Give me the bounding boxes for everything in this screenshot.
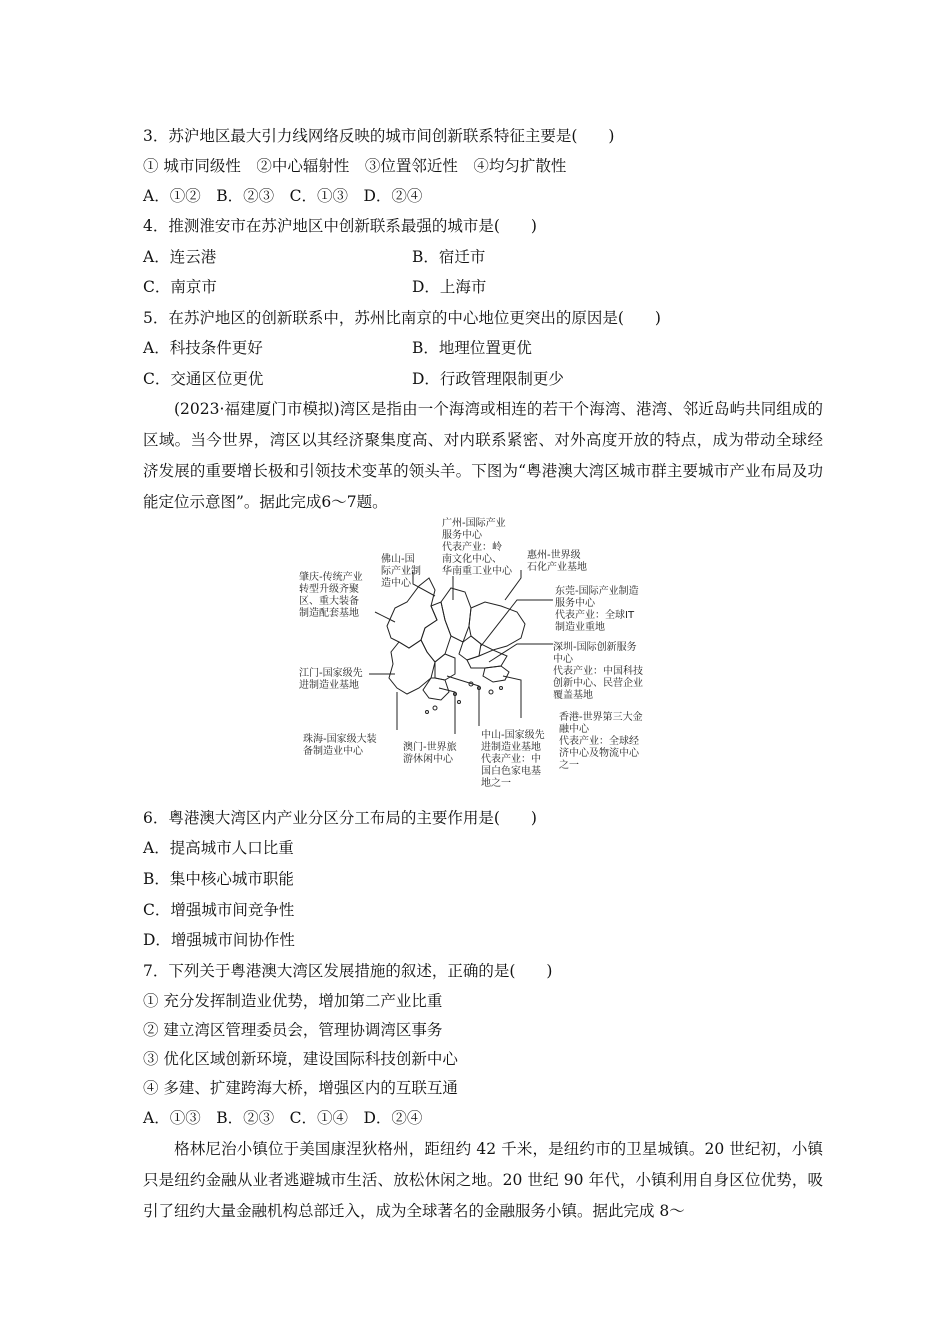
bay-area-map-figure xyxy=(295,516,655,798)
map-label-shenzhen: 深圳-国际创新服务 中心 代表产业：中国科技 创新中心、民营企业 覆盖基地 xyxy=(553,642,643,701)
map-label-huizhou: 惠州-世界级 石化产业基地 xyxy=(527,550,587,573)
q5-option-a: A．科技条件更好 xyxy=(143,339,263,357)
jiangmen-region xyxy=(389,640,435,694)
map-label-zhongshan: 中山-国家级先 进制造业基地 代表产业：中 国白色家电基 地之一 xyxy=(481,730,545,789)
q3-stem: 3．苏沪地区最大引力线网络反映的城市间创新联系特征主要是( ) xyxy=(143,127,615,145)
passage-bay-area xyxy=(143,394,823,518)
map-label-guangzhou: 广州-国际产业 服务中心 代表产业：岭 南文化中心、 华南重工业中心 xyxy=(442,518,512,577)
q4-option-c: C．南京市 xyxy=(143,278,217,296)
q6-option-d: D．增强城市间协作性 xyxy=(143,931,295,949)
q4-stem: 4．推测淮安市在苏沪地区中创新联系最强的城市是( ) xyxy=(143,217,537,235)
passage-bay-area-text: (2023·福建厦门市模拟)湾区是指由一个海湾或相连的若干个海湾、港湾、邻近岛屿共同组成的区域。当今世界，湾区以其经济聚集度高、对内联系紧密、对外高度开放的特点，成为带动全球经济发展的重要增长极和引领技术变革的领头羊。下图为“粤港澳大湾区城市群主要城市产业布局及功能定位示意图”。据此完成6～7题。 xyxy=(143,400,823,511)
hongkong-region xyxy=(483,666,509,682)
q7-item-3: ③ 优化区域创新环境，建设国际科技创新中心 xyxy=(143,1050,458,1068)
q7-item-2: ② 建立湾区管理委员会，管理协调湾区事务 xyxy=(143,1021,443,1039)
passage-greenwich xyxy=(143,1134,823,1227)
q5-option-c: C．交通区位更优 xyxy=(143,370,264,388)
q6-option-b: B．集中核心城市职能 xyxy=(143,870,294,888)
map-label-macau: 澳门-世界旅 游休闲中心 xyxy=(403,742,457,765)
map-label-zhuhai: 珠海-国家级大装 备制造业中心 xyxy=(303,734,377,757)
q5-option-d: D．行政管理限制更少 xyxy=(412,370,564,388)
q7-item-4: ④ 多建、扩建跨海大桥，增强区内的互联互通 xyxy=(143,1079,458,1097)
q7-stem: 7．下列关于粤港澳大湾区发展措施的叙述，正确的是( ) xyxy=(143,962,553,980)
map-label-dongguan: 东莞-国际产业制造 服务中心 代表产业：全球IT 制造业重地 xyxy=(555,586,639,633)
map-label-foshan: 佛山-国 际产业制 造中心 xyxy=(381,554,421,589)
q6-option-c: C．增强城市间竞争性 xyxy=(143,901,295,919)
q4-option-d: D．上海市 xyxy=(412,278,487,296)
map-label-zhaoqing: 肇庆-传统产业 转型升级齐聚 区、重大装备 制造配套基地 xyxy=(299,572,363,619)
q3-items: ① 城市同级性 ②中心辐射性 ③位置邻近性 ④均匀扩散性 xyxy=(143,157,567,175)
q5-option-b: B．地理位置更优 xyxy=(412,339,532,357)
q6-stem: 6．粤港澳大湾区内产业分区分工布局的主要作用是( ) xyxy=(143,809,537,827)
map-label-jiangmen: 江门-国家级先 进制造业基地 xyxy=(299,668,363,691)
foshan-region xyxy=(421,602,451,662)
shenzhen-region xyxy=(467,650,507,668)
passage-greenwich-text: 格林尼治小镇位于美国康涅狄格州，距纽约 42 千米，是纽约市的卫星城镇。20 世纪初，小镇只是纽约金融从业者逃避城市生活、放松休闲之地。20 世纪 90 年代，小镇利用自身区位优势，吸引了纽约大量金融机构总部迁入，成为全球著名的金融服务小镇。据此完成 8～ xyxy=(143,1140,823,1220)
zhongshan-region xyxy=(435,654,455,680)
q6-option-a: A．提高城市人口比重 xyxy=(143,839,294,857)
q4-option-b: B．宿迁市 xyxy=(412,248,486,266)
q7-options: A．①③ B．②③ C．①④ D．②④ xyxy=(143,1109,423,1127)
q4-option-a: A．连云港 xyxy=(143,248,217,266)
q7-item-1: ① 充分发挥制造业优势，增加第二产业比重 xyxy=(143,992,443,1010)
guangzhou-region xyxy=(441,588,471,642)
q3-options: A．①② B．②③ C．①③ D．②④ xyxy=(143,187,423,205)
map-label-hongkong: 香港-世界第三大金 融中心 代表产业：全球经 济中心及物流中心 之一 xyxy=(559,712,643,771)
q5-stem: 5．在苏沪地区的创新联系中，苏州比南京的中心地位更突出的原因是( ) xyxy=(143,309,661,327)
